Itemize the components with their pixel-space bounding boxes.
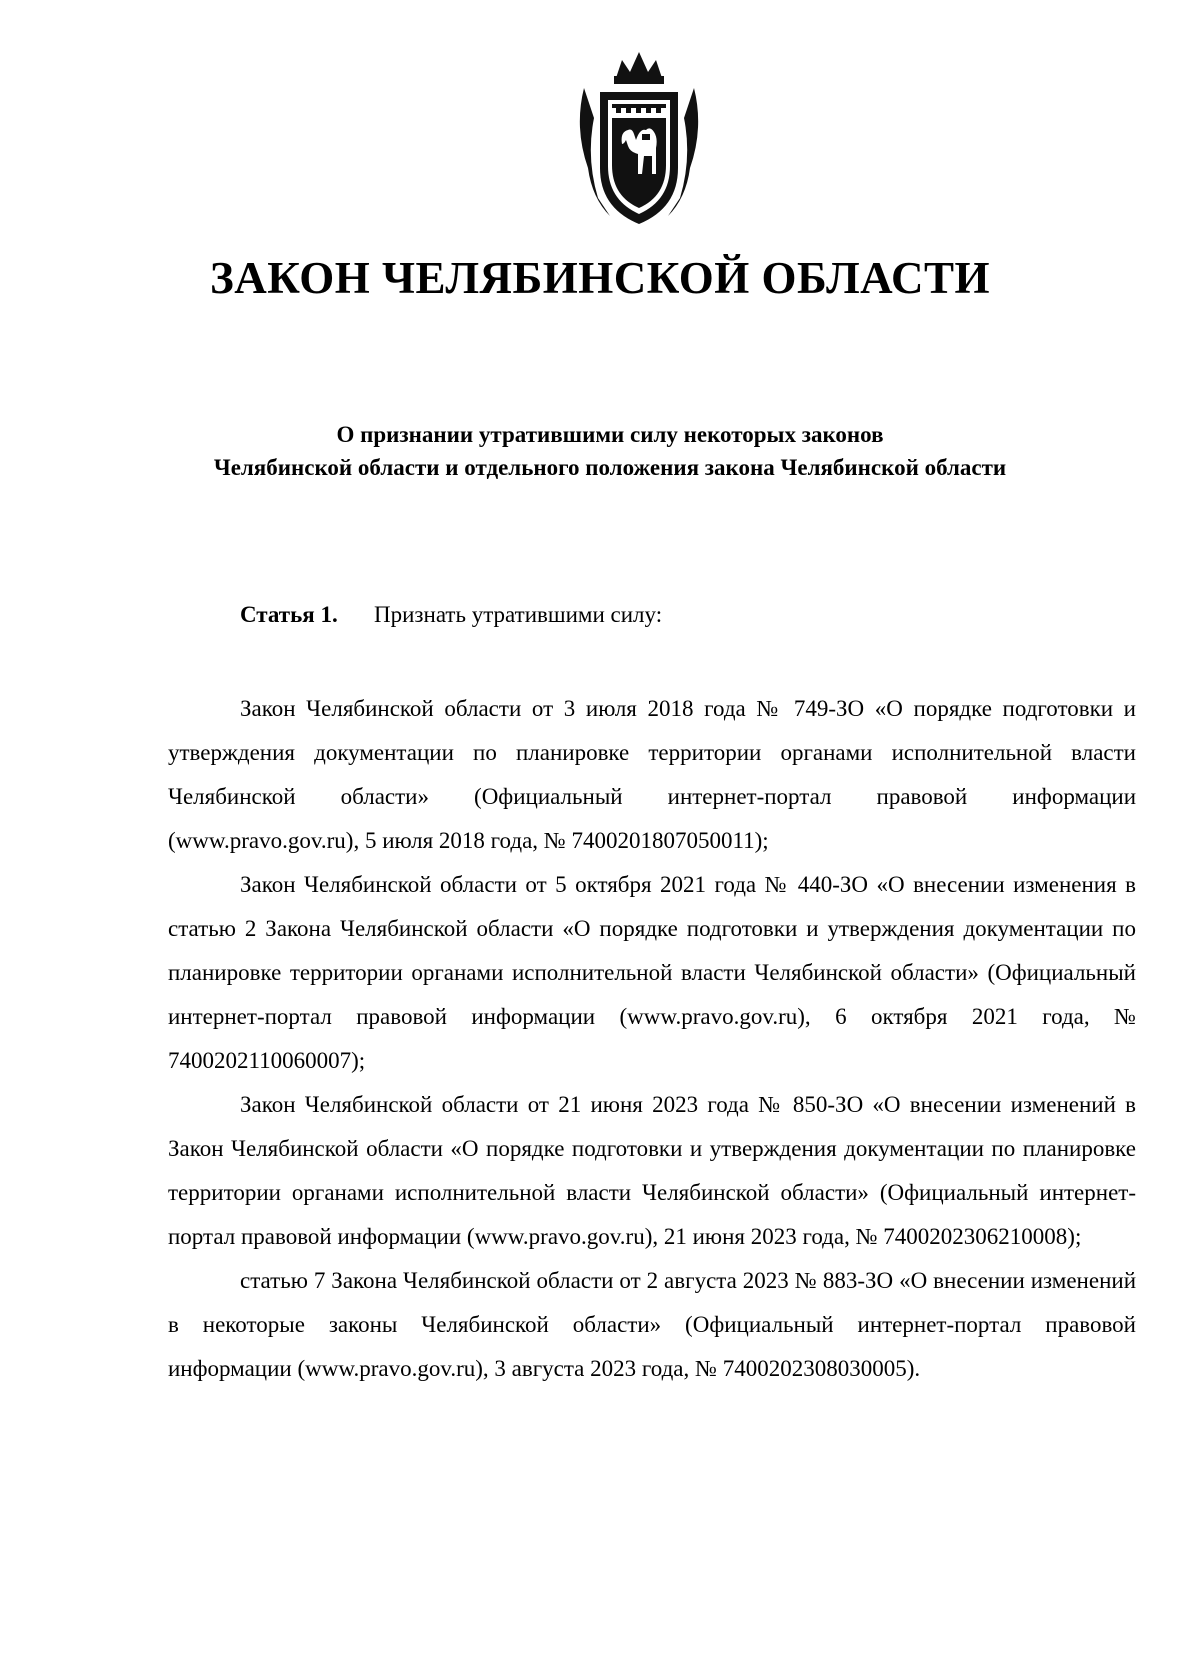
article-heading — [240, 602, 662, 628]
document-body — [168, 687, 1136, 1391]
subtitle-line-1: О признании утратившими силу некоторых законов — [336, 422, 884, 447]
document-title: ЗАКОН ЧЕЛЯБИНСКОЙ ОБЛАСТИ — [210, 253, 990, 303]
paragraph: статью 7 Закона Челябинской области от 2 августа 2023 № 883-ЗО «О внесении изменений в некоторые законы Челябинской области» (Официальный интернет-портал правовой информации (www.pravo.gov.ru), 3 августа 2023 года, № 7400202308030005). — [168, 1268, 1136, 1381]
article-text: Признать утратившими силу: — [374, 602, 663, 627]
paragraph: Закон Челябинской области от 5 октября 2021 года № 440-ЗО «О внесении изменения в статью 2 Закона Челябинской области «О порядке подготовки и утверждения документации по планировке территории органами исполнительной власти Челябинской области» (Официальный интернет-портал правовой информации (www.pravo.gov.ru), 6 октября 2021 года, № 7400202110060007); — [168, 872, 1136, 1073]
paragraph: Закон Челябинской области от 21 июня 2023 года № 850-ЗО «О внесении изменений в Закон Челябинской области «О порядке подготовки и утверждения документации по планировке территории органами исполнительной власти Челябинской области» (Официальный интернет-портал правовой информации (www.pravo.gov.ru), 21 июня 2023 года, № 7400202306210008); — [168, 1092, 1136, 1249]
coat-of-arms-icon — [570, 48, 708, 230]
article-number: Статья 1. — [240, 602, 338, 627]
document-subtitle — [180, 418, 1040, 484]
subtitle-line-2: Челябинской области и отдельного положения закона Челябинской области — [213, 455, 1007, 480]
paragraph: Закон Челябинской области от 3 июля 2018 года № 749-ЗО «О порядке подготовки и утверждения документации по планировке территории органами исполнительной власти Челябинской области» (Официальный интернет-портал правовой информации (www.pravo.gov.ru), 5 июля 2018 года, № 7400201807050011); — [168, 696, 1136, 853]
